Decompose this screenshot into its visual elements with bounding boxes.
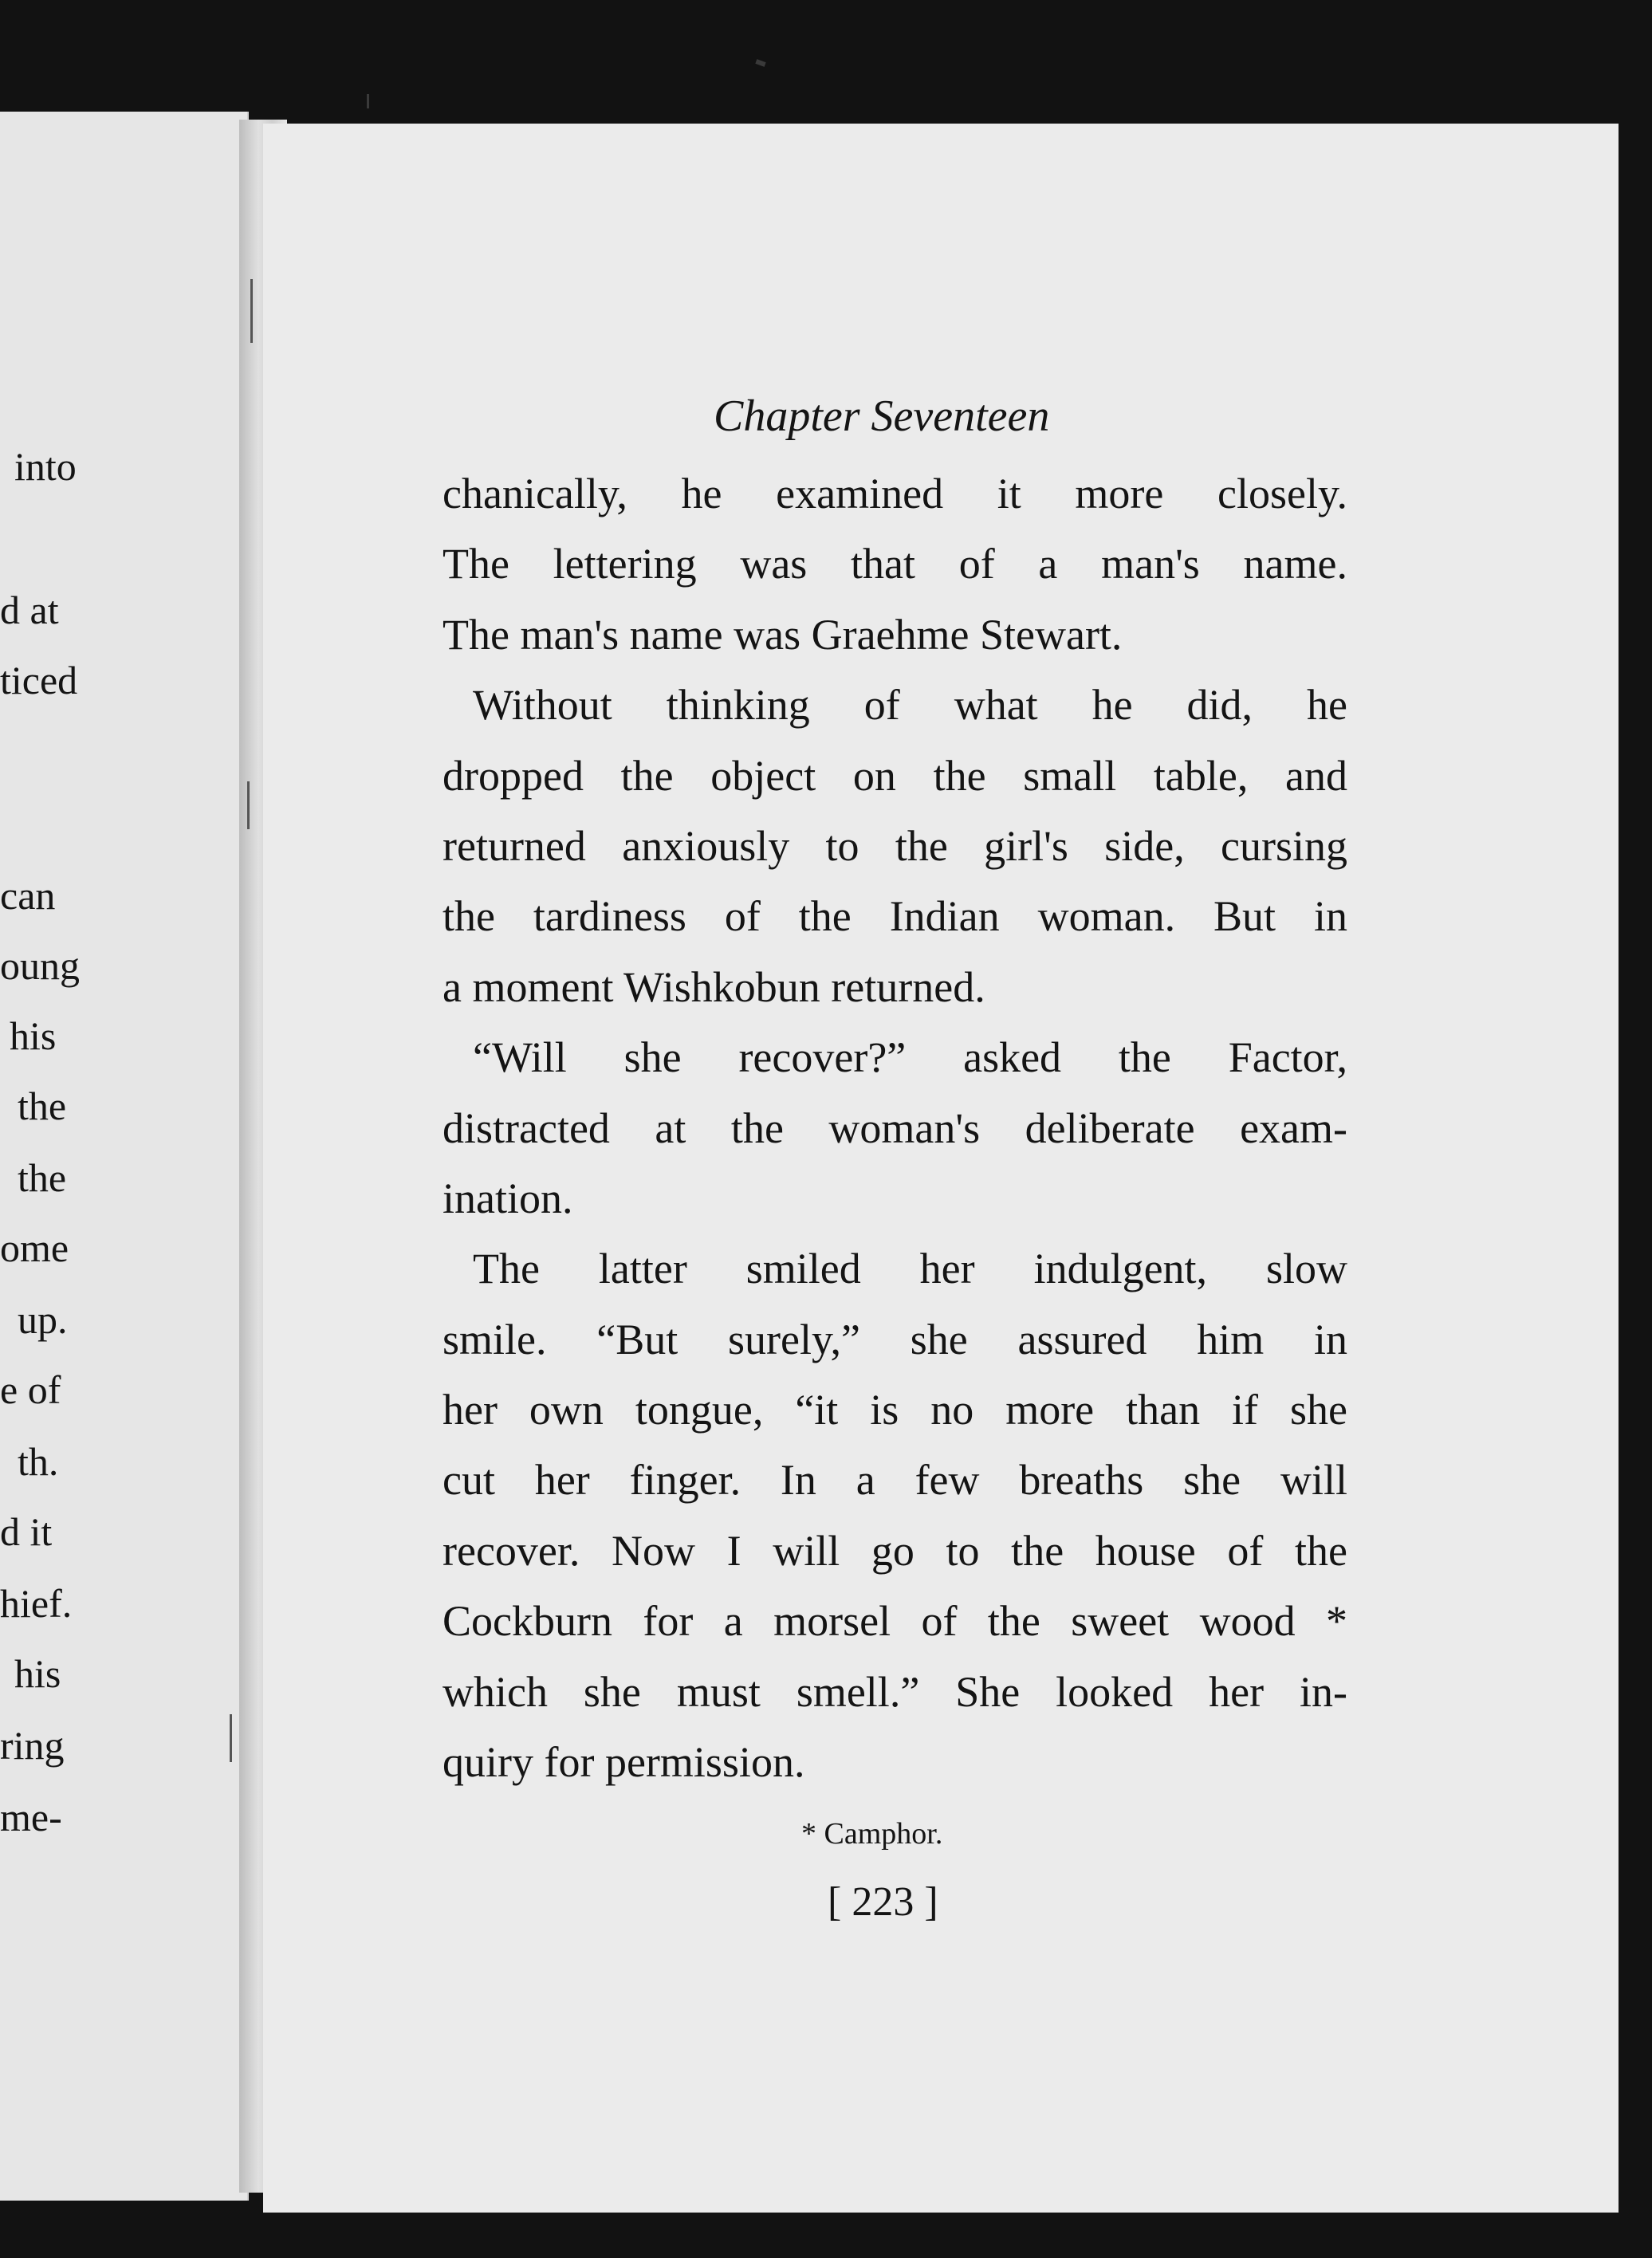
text-line: the tardiness of the Indian woman. But in	[442, 892, 1347, 941]
text-line: which she must smell.” She looked her in-	[442, 1667, 1347, 1716]
scan-speck	[230, 1714, 232, 1762]
text-line: distracted at the woman's deliberate exam-	[442, 1103, 1347, 1152]
left-fragment: oung	[0, 943, 80, 988]
text-line: her own tongue, “it is no more than if she	[442, 1386, 1347, 1434]
text-line: chanically, he examined it more closely.	[442, 470, 1347, 517]
left-fragment: the	[18, 1155, 67, 1200]
left-fragment: ome	[0, 1225, 69, 1270]
scan-speck	[755, 59, 765, 67]
text-line: The latter smiled her indulgent, slow	[473, 1245, 1347, 1293]
left-fragment: ticed	[0, 658, 78, 702]
page-number: [ 223 ]	[828, 1879, 938, 1925]
left-fragment: e of	[0, 1367, 61, 1412]
text-line: quiry for permission.	[442, 1738, 805, 1787]
text-line: Cockburn for a morsel of the sweet wood *	[442, 1597, 1347, 1646]
left-fragment: th.	[18, 1439, 59, 1484]
text-line: dropped the object on the small table, and	[442, 751, 1347, 800]
left-fragment: ring	[0, 1723, 65, 1768]
scan-speck	[367, 94, 369, 108]
paragraph	[442, 458, 1347, 670]
text-line: The man's name was Graehme Stewart.	[442, 610, 1123, 659]
text-line: The lettering was that of a man's name.	[442, 540, 1347, 588]
left-fragment: his	[10, 1013, 57, 1058]
left-fragment: d it	[0, 1509, 53, 1554]
text-line: “Will she recover?” asked the Factor,	[473, 1033, 1347, 1082]
footnote: * Camphor.	[801, 1817, 943, 1851]
body-text	[442, 458, 1347, 1797]
text-line: returned anxiously to the girl's side, cursing	[442, 821, 1347, 870]
text-line: recover. Now I will go to the house of the	[442, 1526, 1347, 1575]
text-line: smile. “But surely,” she assured him in	[442, 1315, 1347, 1363]
running-head: Chapter Seventeen	[714, 391, 1050, 441]
left-fragment: his	[14, 1651, 61, 1696]
left-fragment: hief.	[0, 1581, 73, 1626]
scan-speck	[250, 279, 253, 343]
scan-speck	[247, 781, 250, 829]
left-fragment: the	[18, 1084, 67, 1128]
paragraph	[442, 670, 1347, 1022]
left-fragment: me-	[0, 1795, 62, 1839]
text-line: a moment Wishkobun returned.	[442, 962, 985, 1011]
text-line: cut her finger. In a few breaths she will	[442, 1456, 1347, 1505]
paragraph	[442, 1022, 1347, 1233]
left-fragment: into	[14, 444, 77, 489]
text-line: Without thinking of what he did, he	[473, 681, 1347, 730]
left-fragment: can	[0, 873, 56, 918]
paragraph	[442, 1233, 1347, 1797]
text-line: ination.	[442, 1174, 573, 1222]
left-fragment: d at	[0, 588, 59, 632]
left-fragment: up.	[18, 1297, 68, 1342]
